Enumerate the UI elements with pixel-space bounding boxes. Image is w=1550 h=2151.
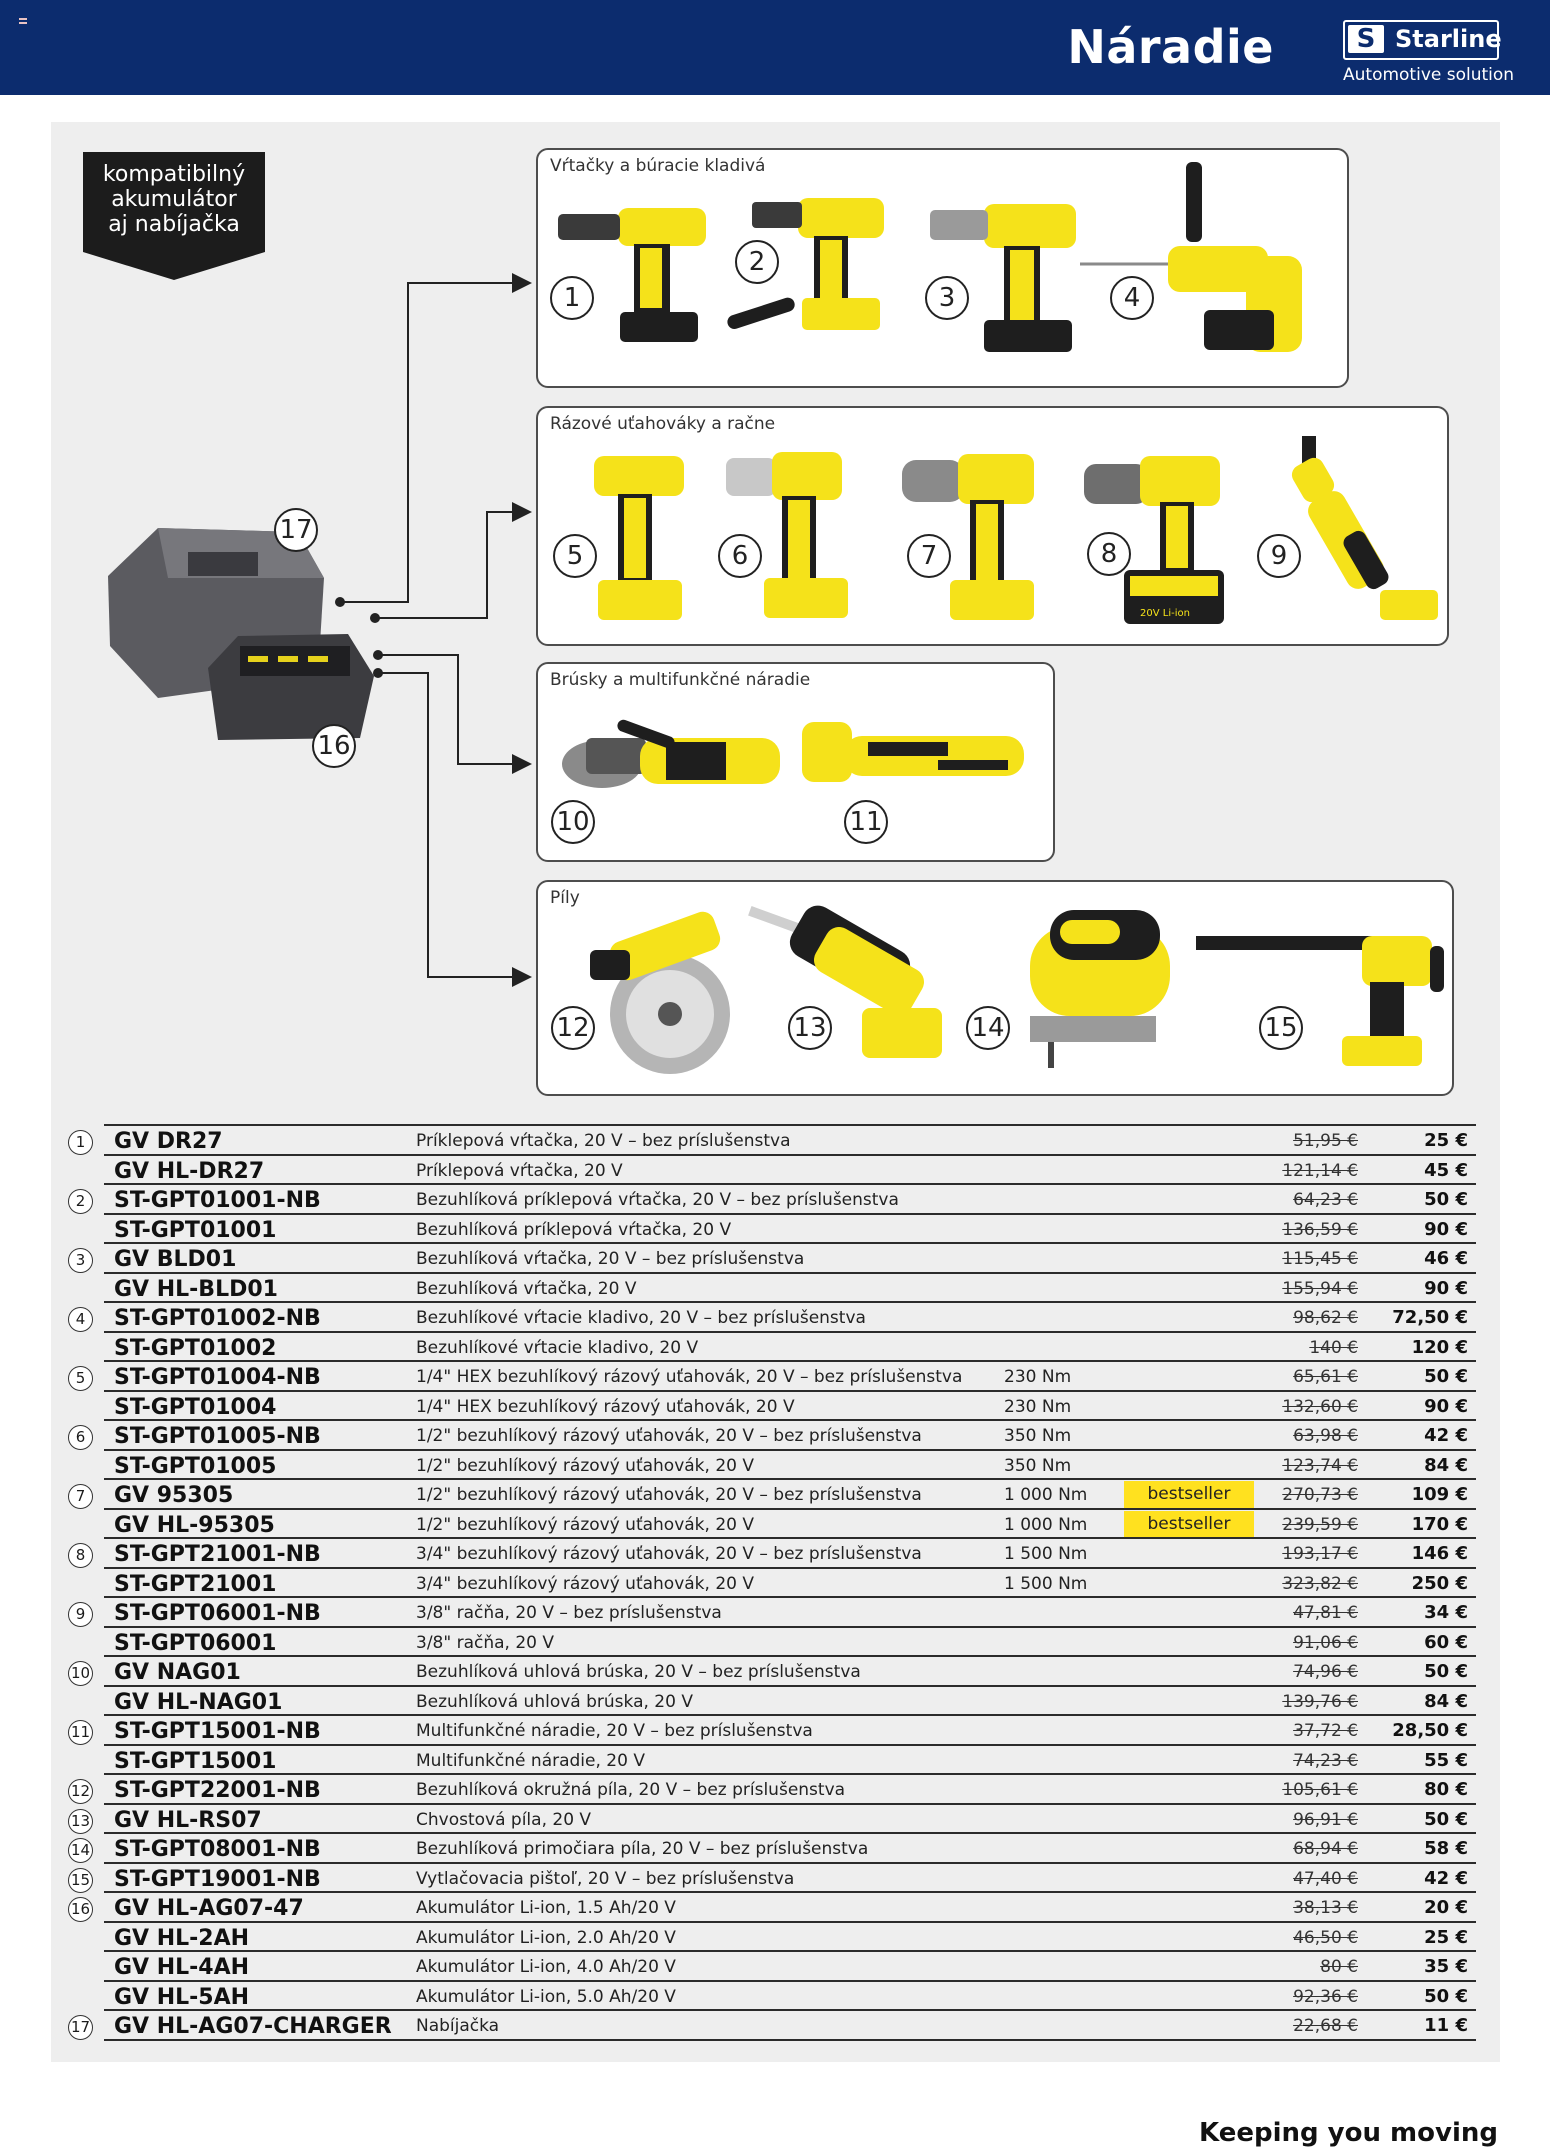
new-price: 84 € [1424,1690,1468,1712]
product-description: Príklepová vŕtačka, 20 V – bez príslušenstva [416,1131,791,1151]
table-row [62,1628,1476,1658]
product-code: ST-GPT15001-NB [114,1719,321,1744]
table-row [62,1539,1476,1569]
tool-image-4 [1076,160,1336,370]
table-row [62,1687,1476,1717]
product-description: Akumulátor Li-ion, 5.0 Ah/20 V [416,1986,676,2007]
new-price: 60 € [1424,1631,1468,1653]
product-code: ST-GPT01005-NB [114,1424,321,1449]
tool-image-13 [744,896,954,1076]
old-price: 139,76 € [1282,1691,1358,1712]
table-row [62,1569,1476,1599]
product-code: GV HL-4AH [114,1955,250,1980]
product-code: ST-GPT01001 [114,1217,277,1243]
product-description: Vytlačovacia pištoľ, 20 V – bez príslušenstva [416,1868,795,1889]
tool-number-1: 1 [550,276,594,320]
badge-line-2: akumulátor [111,187,237,212]
product-description: 1/2" bezuhlíkový rázový uťahovák, 20 V – bez príslušenstva [416,1485,922,1505]
logo-tagline: Automotive solution [1343,65,1515,85]
bestseller-tag: bestseller [1124,1511,1254,1538]
old-price: 37,72 € [1293,1721,1358,1741]
row-number: 6 [68,1425,93,1450]
connector-grinders [378,655,528,764]
tool-number-9: 9 [1257,534,1301,578]
new-price: 25 € [1424,1130,1468,1151]
product-code: GV HL-95305 [114,1512,275,1538]
tool-image-5 [584,440,694,630]
table-row [62,1451,1476,1481]
connector-saws [378,673,528,977]
table-row [62,1421,1476,1451]
product-description: 3/4" bezuhlíkový rázový uťahovák, 20 V – bez príslušenstva [416,1544,922,1564]
product-code: ST-GPT01002-NB [114,1306,321,1331]
product-description: 1/4" HEX bezuhlíkový rázový uťahovák, 20 V – bez príslušenstva [416,1367,963,1387]
table-row [62,1746,1476,1776]
old-price: 123,74 € [1282,1455,1358,1476]
table-row [62,1598,1476,1628]
table-row [62,1982,1476,2012]
new-price: 84 € [1424,1454,1468,1476]
product-code: ST-GPT06001 [114,1630,277,1656]
old-price: 51,95 € [1293,1131,1358,1151]
tool-number-2: 2 [735,240,779,284]
logo-wordmark: Starline [1395,25,1502,53]
tool-number-5: 5 [553,534,597,578]
tool-number-8: 8 [1087,532,1131,576]
product-description: Bezuhlíková vŕtačka, 20 V – bez príslušenstva [416,1249,805,1269]
old-price: 74,96 € [1293,1662,1358,1682]
table-row [62,1775,1476,1805]
new-price: 25 € [1424,1926,1468,1948]
product-description: 3/8" račňa, 20 V – bez príslušenstva [416,1603,722,1623]
row-number: 9 [68,1602,93,1627]
new-price: 46 € [1424,1248,1468,1269]
product-description: 3/8" račňa, 20 V [416,1632,555,1653]
old-price: 68,94 € [1293,1839,1358,1859]
new-price: 45 € [1424,1159,1468,1181]
product-code: GV HL-AG07-CHARGER [114,2014,392,2039]
tool-number-10: 10 [551,800,595,844]
new-price: 50 € [1424,1808,1468,1830]
old-price: 47,40 € [1293,1868,1358,1889]
old-price: 136,59 € [1282,1219,1358,1240]
product-torque: 230 Nm [1004,1367,1072,1387]
product-code: ST-GPT06001-NB [114,1601,321,1626]
new-price: 50 € [1424,1366,1468,1387]
product-torque: 1 000 Nm [1004,1514,1088,1535]
table-row [62,1215,1476,1245]
table-row [62,1805,1476,1835]
product-description: 1/2" bezuhlíkový rázový uťahovák, 20 V [416,1455,754,1476]
row-number: 10 [68,1661,93,1686]
product-torque: 1 000 Nm [1004,1485,1088,1505]
old-price: 92,36 € [1293,1986,1358,2007]
old-price: 132,60 € [1282,1396,1358,1417]
table-row [62,1156,1476,1186]
row-number: 2 [68,1189,93,1214]
product-description: Akumulátor Li-ion, 4.0 Ah/20 V [416,1957,676,1977]
table-row [62,1510,1476,1540]
logo-mark: S [1348,25,1384,53]
new-price: 109 € [1411,1484,1468,1505]
product-description: 1/2" bezuhlíkový rázový uťahovák, 20 V – bez príslušenstva [416,1426,922,1446]
product-code: ST-GPT01005 [114,1453,277,1479]
product-code: ST-GPT08001-NB [114,1837,321,1862]
badge-line-3: aj nabíjačka [108,212,240,237]
product-code: ST-GPT01002 [114,1335,277,1361]
tool-image-6 [720,438,850,628]
new-price: 35 € [1424,1956,1468,1977]
new-price: 20 € [1424,1897,1468,1918]
old-price: 38,13 € [1293,1898,1358,1918]
product-code: GV HL-NAG01 [114,1689,283,1715]
table-row [62,2011,1476,2041]
new-price: 50 € [1424,1189,1468,1210]
product-description: Akumulátor Li-ion, 2.0 Ah/20 V [416,1927,676,1948]
old-price: 46,50 € [1293,1927,1358,1948]
row-number: 14 [68,1838,93,1863]
product-code: ST-GPT19001-NB [114,1866,321,1892]
table-row [62,1185,1476,1215]
new-price: 55 € [1424,1749,1468,1771]
old-price: 64,23 € [1293,1190,1358,1210]
row-divider [104,2039,1476,2041]
old-price: 22,68 € [1293,2016,1358,2036]
old-price: 98,62 € [1293,1308,1358,1328]
product-code: GV HL-RS07 [114,1807,262,1833]
page-title: Náradie [1067,20,1274,74]
product-description: Príklepová vŕtačka, 20 V [416,1160,623,1181]
product-description: Bezuhlíková príklepová vŕtačka, 20 V – bez príslušenstva [416,1190,899,1210]
new-price: 80 € [1424,1779,1468,1800]
tool-number-7: 7 [907,534,951,578]
old-price: 193,17 € [1282,1544,1358,1564]
table-row [62,1274,1476,1304]
row-number: 16 [68,1897,93,1922]
row-number: 3 [68,1248,93,1273]
new-price: 42 € [1424,1425,1468,1446]
old-price: 65,61 € [1293,1367,1358,1387]
old-price: 63,98 € [1293,1426,1358,1446]
new-price: 120 € [1411,1336,1468,1358]
new-price: 50 € [1424,1985,1468,2007]
product-torque: 1 500 Nm [1004,1573,1088,1594]
product-torque: 1 500 Nm [1004,1544,1088,1564]
table-row [62,1923,1476,1953]
product-code: ST-GPT21001-NB [114,1542,321,1567]
product-code: ST-GPT01001-NB [114,1188,321,1213]
tool-image-1 [548,190,718,350]
row-number: 8 [68,1543,93,1568]
new-price: 72,50 € [1392,1307,1468,1328]
product-torque: 350 Nm [1004,1426,1072,1446]
product-code: ST-GPT01004-NB [114,1365,321,1390]
old-price: 80 € [1320,1957,1358,1977]
tool-image-9 [1290,430,1440,630]
new-price: 90 € [1424,1395,1468,1417]
new-price: 58 € [1424,1838,1468,1859]
product-description: Multifunkčné náradie, 20 V [416,1750,645,1771]
charger-battery-image [98,516,378,746]
new-price: 170 € [1411,1513,1468,1535]
product-code: GV DR27 [114,1129,223,1154]
product-torque: 230 Nm [1004,1396,1072,1417]
old-price: 91,06 € [1293,1632,1358,1653]
table-row [62,1303,1476,1333]
old-price: 47,81 € [1293,1603,1358,1623]
product-description: Bezuhlíkové vŕtacie kladivo, 20 V – bez príslušenstva [416,1308,866,1328]
table-row [62,1716,1476,1746]
old-price: 155,94 € [1282,1278,1358,1299]
product-description: Akumulátor Li-ion, 1.5 Ah/20 V [416,1898,676,1918]
row-number: 4 [68,1307,93,1332]
product-description: 1/4" HEX bezuhlíkový rázový uťahovák, 20 V [416,1396,795,1417]
product-code: GV HL-DR27 [114,1158,265,1184]
product-description: Bezuhlíková okružná píla, 20 V – bez príslušenstva [416,1780,846,1800]
new-price: 250 € [1411,1572,1468,1594]
group-title-saws: Píly [550,888,580,908]
tool-number-3: 3 [925,276,969,320]
product-code: GV HL-5AH [114,1984,250,2010]
new-price: 28,50 € [1392,1720,1468,1741]
product-code: GV BLD01 [114,1247,237,1272]
product-code: GV 95305 [114,1483,234,1508]
table-row [62,1893,1476,1923]
tool-image-11 [798,712,1032,802]
product-code: GV HL-2AH [114,1925,250,1951]
product-description: Bezuhlíková uhlová brúska, 20 V [416,1691,693,1712]
old-price: 96,91 € [1293,1809,1358,1830]
group-title-drills: Vŕtačky a búracie kladivá [550,156,766,176]
table-row [62,1126,1476,1156]
product-description: Multifunkčné náradie, 20 V – bez príslušenstva [416,1721,813,1741]
new-price: 11 € [1424,2015,1468,2036]
old-price: 323,82 € [1282,1573,1358,1594]
tool-number-17: 17 [274,508,318,552]
new-price: 90 € [1424,1277,1468,1299]
row-number: 12 [68,1779,93,1804]
product-description: Bezuhlíková príklepová vŕtačka, 20 V [416,1219,732,1240]
product-description: Bezuhlíková vŕtačka, 20 V [416,1278,637,1299]
tool-number-4: 4 [1110,276,1154,320]
tool-number-11: 11 [844,800,888,844]
row-number: 1 [68,1130,93,1155]
new-price: 42 € [1424,1867,1468,1889]
new-price: 146 € [1411,1543,1468,1564]
product-code: ST-GPT22001-NB [114,1778,321,1803]
tool-number-12: 12 [551,1006,595,1050]
old-price: 105,61 € [1282,1780,1358,1800]
badge-line-1: kompatibilný [102,162,246,187]
product-code: ST-GPT01004 [114,1394,277,1420]
product-torque: 350 Nm [1004,1455,1072,1476]
footer-slogan: Keeping you moving [1199,2118,1498,2148]
row-number: 5 [68,1366,93,1391]
product-description: Bezuhlíková uhlová brúska, 20 V – bez príslušenstva [416,1662,861,1682]
old-price: 239,59 € [1282,1514,1358,1535]
bestseller-tag: bestseller [1124,1481,1254,1508]
new-price: 90 € [1424,1218,1468,1240]
new-price: 50 € [1424,1661,1468,1682]
table-row [62,1834,1476,1864]
table-row [62,1392,1476,1422]
product-description: 3/4" bezuhlíkový rázový uťahovák, 20 V [416,1573,754,1594]
tool-number-6: 6 [718,534,762,578]
product-description: Chvostová píla, 20 V [416,1809,592,1830]
product-code: GV HL-AG07-47 [114,1896,304,1921]
row-number: 11 [68,1720,93,1745]
table-row [62,1333,1476,1363]
table-row [62,1657,1476,1687]
old-price: 121,14 € [1282,1160,1358,1181]
table-row [62,1864,1476,1894]
tool-image-10 [556,708,786,818]
old-price: 270,73 € [1282,1485,1358,1505]
tool-number-15: 15 [1259,1006,1303,1050]
product-description: Nabíjačka [416,2016,500,2036]
old-price: 74,23 € [1293,1750,1358,1771]
row-number: 7 [68,1484,93,1509]
tool-number-14: 14 [966,1006,1010,1050]
product-description: Bezuhlíková primočiara píla, 20 V – bez príslušenstva [416,1839,869,1859]
tool-image-14 [1020,906,1180,1070]
table-row [62,1362,1476,1392]
table-row [62,1952,1476,1982]
battery-label: 20V Li-ion [1140,608,1190,619]
group-title-impact: Rázové uťahováky a račne [550,414,776,434]
row-number: 15 [68,1868,93,1893]
row-number: 13 [68,1809,93,1834]
old-price: 140 € [1309,1337,1358,1358]
tool-image-15 [1192,906,1452,1070]
product-code: GV NAG01 [114,1660,241,1685]
old-price: 115,45 € [1282,1249,1358,1269]
tool-image-12 [580,910,760,1080]
product-code: ST-GPT21001 [114,1571,277,1597]
product-code: ST-GPT15001 [114,1748,277,1774]
group-title-grinders: Brúsky a multifunkčné náradie [550,670,811,690]
product-description: Bezuhlíkové vŕtacie kladivo, 20 V [416,1337,699,1358]
row-number: 17 [68,2015,93,2040]
tool-number-16: 16 [312,724,356,768]
product-description: 1/2" bezuhlíkový rázový uťahovák, 20 V [416,1514,754,1535]
product-code: GV HL-BLD01 [114,1276,278,1302]
table-row [62,1244,1476,1274]
table-row [62,1480,1476,1510]
tool-number-13: 13 [788,1006,832,1050]
new-price: 34 € [1424,1602,1468,1623]
